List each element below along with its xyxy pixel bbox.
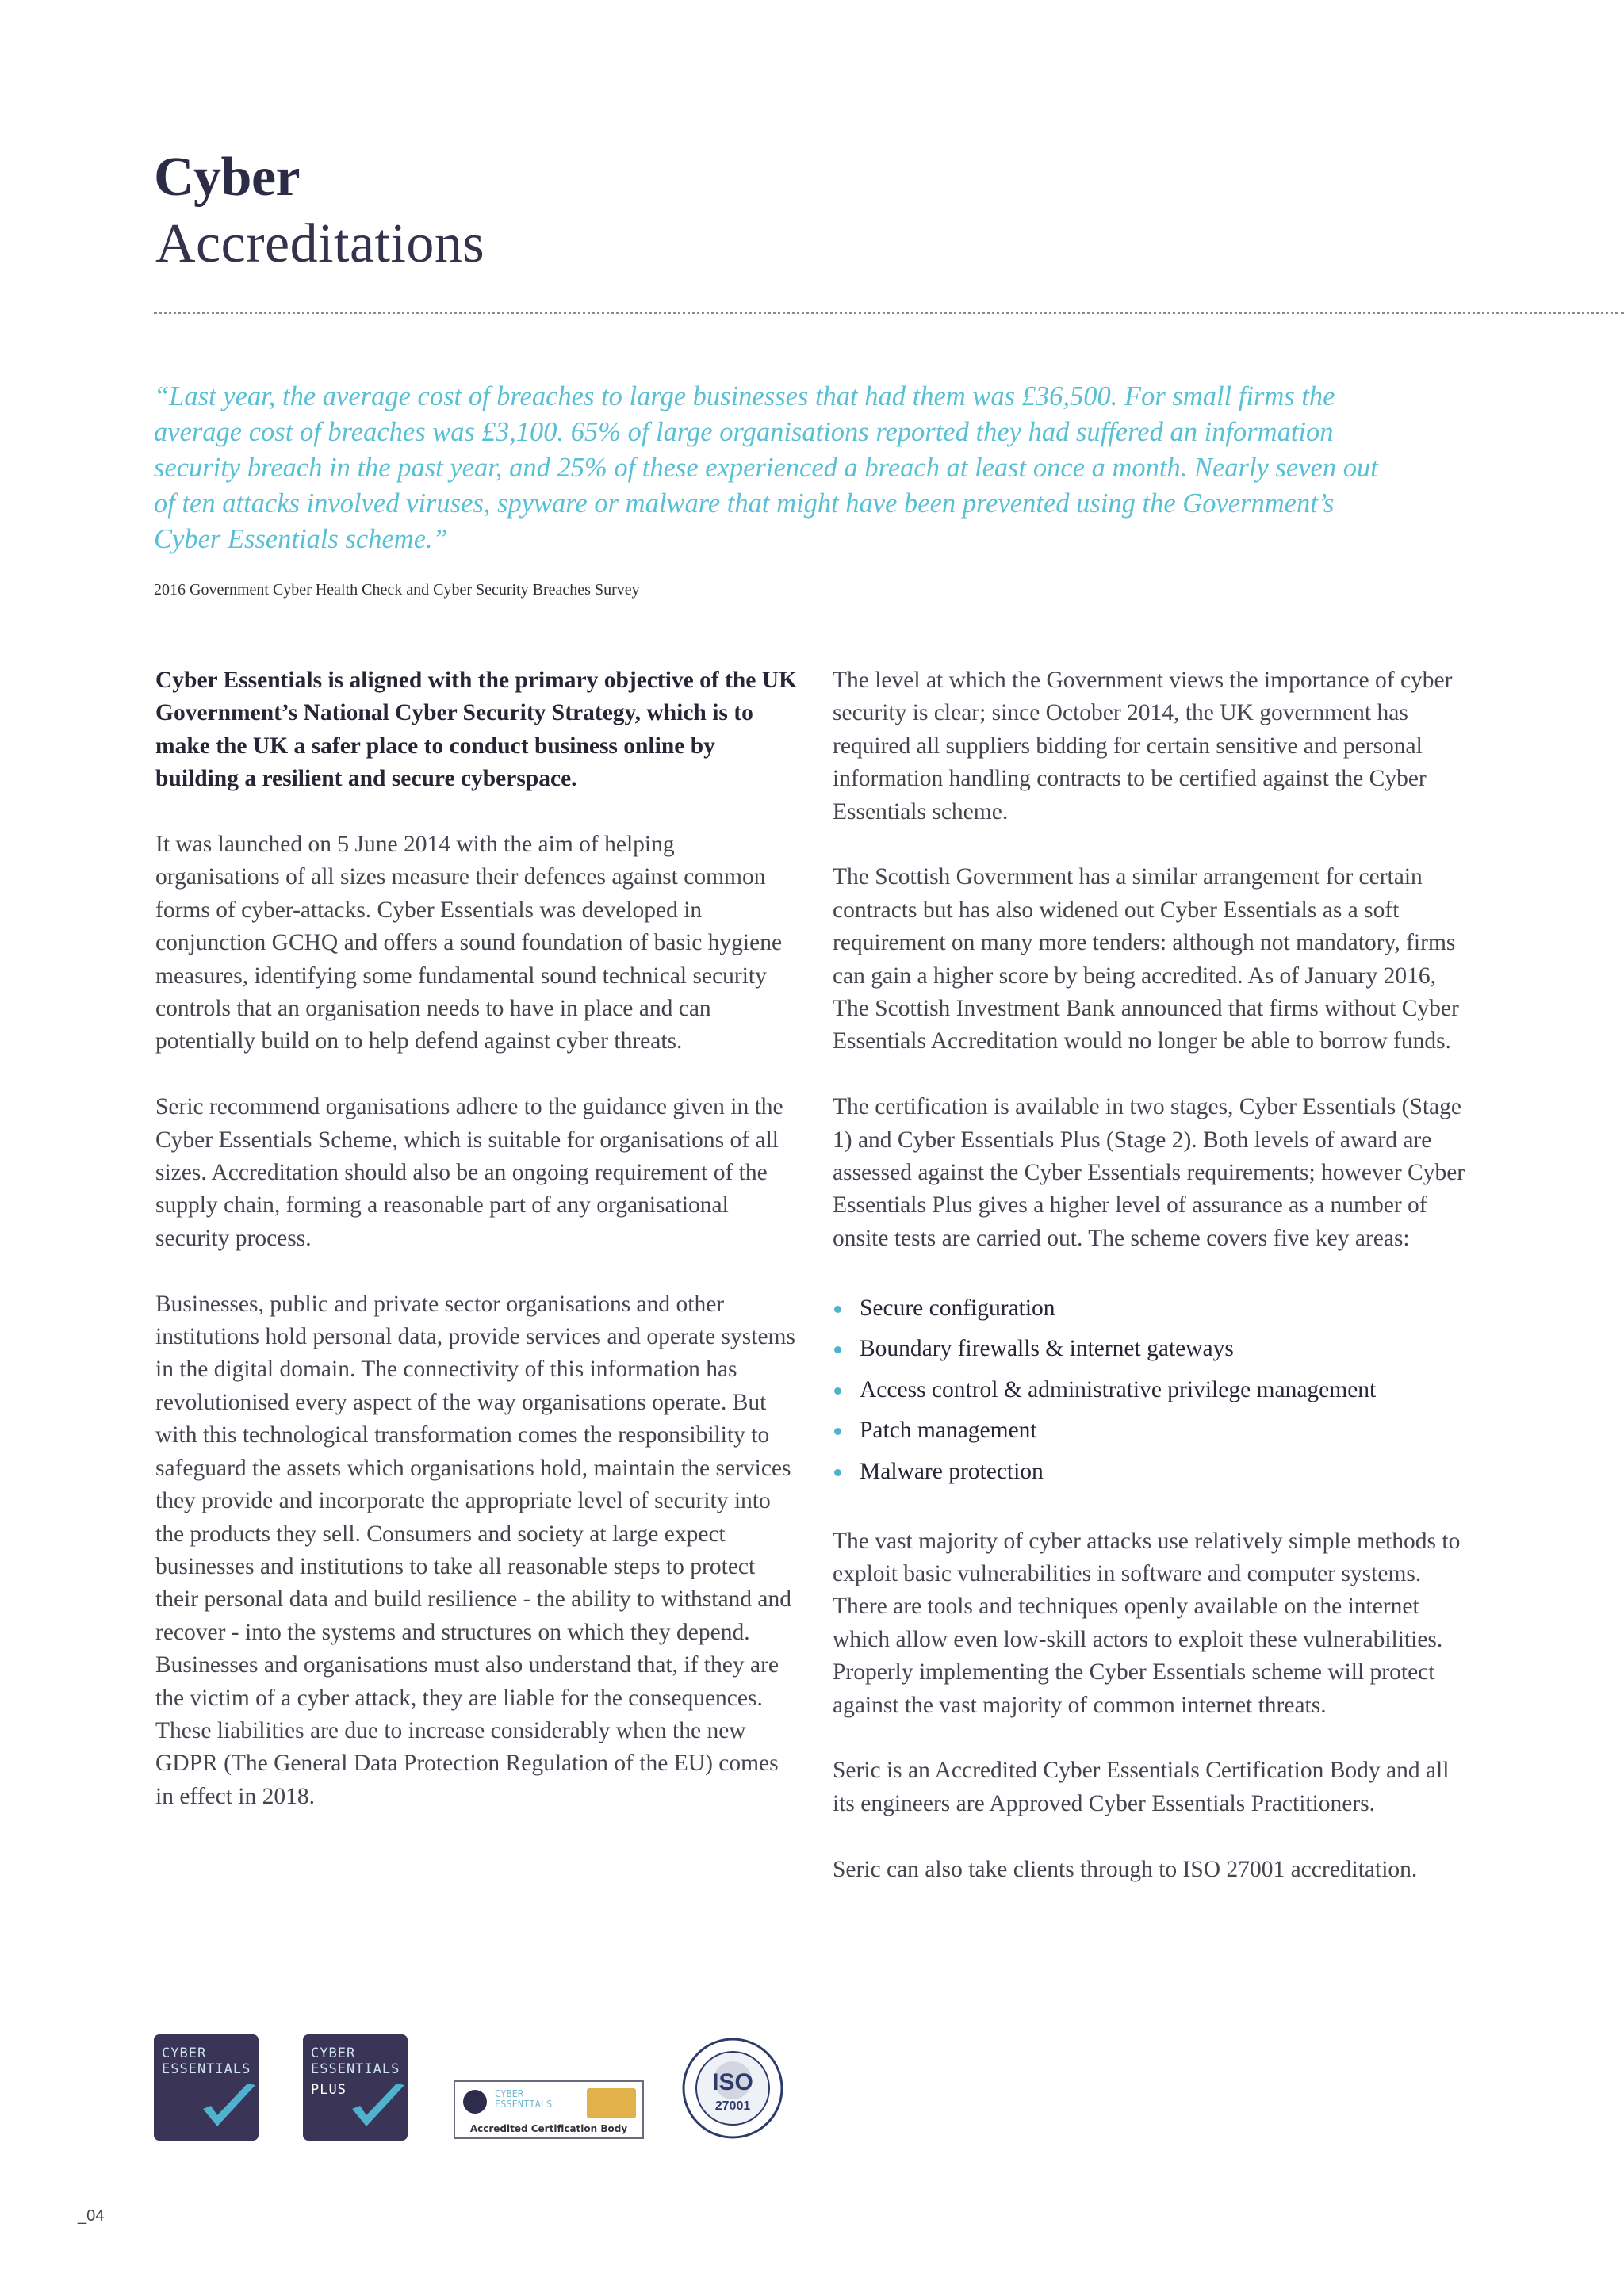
left-column: [155, 664, 798, 1846]
paragraph: Seric recommend organisations adhere to the guidance given in the Cyber Essentials Scheme, which is suitable for organisations of all sizes. Accreditation should also be an ongoing requirement of the supply chain, forming a reasonable part of any organisational security process.: [155, 1094, 783, 1251]
lead-paragraph: Cyber Essentials is aligned with the primary objective of the UK Government’s National Cyber Security Strategy, which is to make the UK a safer place to conduct business online by building a resilient and secure cyberspace.: [155, 668, 798, 792]
quote-source: 2016 Government Cyber Health Check and Cyber Security Breaches Survey: [154, 581, 640, 599]
checkmark-icon: [200, 2080, 257, 2136]
cyber-essentials-logo: CYBER ESSENTIALS: [154, 2034, 259, 2141]
list-item: Patch management: [833, 1410, 1475, 1452]
paragraph: Seric can also take clients through to ISO 27001 accreditation.: [833, 1856, 1418, 1882]
list-item: Access control & administrative privilege management: [833, 1370, 1475, 1411]
paragraph: It was launched on 5 June 2014 with the aim of helping organisations of all sizes measure their defences against common forms of cyber-attacks. Cyber Essentials was developed in conjunction GCHQ and offers a sound foundation of basic hygiene measures, identifying some fundamental sound technical security controls that an organisation needs to have in place and can potentially build on to help defend against cyber threats.: [155, 832, 783, 1054]
page-number: _04: [78, 2207, 105, 2225]
bullet-dot-icon: [834, 1346, 841, 1353]
page-title-bold: Cyber: [154, 147, 301, 208]
iso-27001-seal: ISO 27001: [680, 2036, 785, 2141]
certification-mark-icon: [587, 2088, 636, 2118]
accredited-certification-body-logo: CYBER ESSENTIALS Accredited Certification Body: [454, 2080, 644, 2139]
pull-quote: “Last year, the average cost of breaches to large businesses that had them was £36,500. For small firms the average cost of breaches was £3,100. 65% of large organisations reported they had suffered an information security breach in the past year, and 25% of these experienced a breach at least once a month. Nearly seven out of ten attacks involved viruses, spyware or malware that might have been prevented using the Government’s Cyber Essentials scheme.”: [154, 381, 1378, 554]
key-areas-list: [833, 1288, 1475, 1493]
bullet-dot-icon: [834, 1428, 841, 1435]
bullet-dot-icon: [834, 1469, 841, 1476]
list-item: Boundary firewalls & internet gateways: [833, 1329, 1475, 1370]
paragraph: The vast majority of cyber attacks use relatively simple methods to exploit basic vulnerabilities in software and computer systems. There are tools and techniques openly available on the internet which allow even low-skill actors to exploit these vulnerabilities. Properly implementing the Cyber Essentials scheme will protect against the vast majority of common internet threats.: [833, 1528, 1461, 1718]
bullet-dot-icon: [834, 1387, 841, 1395]
paragraph: Businesses, public and private sector organisations and other institutions hold personal data, provide services and operate systems in the digital domain. The connectivity of this information has revolutionised every aspect of the way organisations operate. But with this technological transformation comes the responsibility to safeguard the assets which organisations hold, maintain the services they provide and incorporate the appropriate level of security into the products they sell. Consumers and society at large expect businesses and institutions to take all reasonable steps to protect their personal data and build resilience - the ability to withstand and recover - into the systems and structures on which they depend. Businesses and organisations must also understand that, if they are the victim of a cyber attack, they are liable for the consequences. These liabilities are due to increase considerably when the new GDPR (The General Data Protection Regulation of the EU) comes in effect in 2018.: [155, 1291, 795, 1809]
checkmark-icon: [349, 2080, 406, 2136]
cyber-essentials-plus-logo: CYBER ESSENTIALS PLUS: [303, 2034, 408, 2141]
paragraph: The level at which the Government views the importance of cyber security is clear; since October 2014, the UK government has required all suppliers bidding for certain sensitive and personal information handling contracts to be certified against the Cyber Essentials scheme.: [833, 668, 1453, 825]
paragraph: The certification is available in two stages, Cyber Essentials (Stage 1) and Cyber Essentials Plus (Stage 2). Both levels of award are assessed against the Cyber Essentials requirements; however Cyber Essentials Plus gives a higher level of assurance as a number of onsite tests are carried out. The scheme covers five key areas:: [833, 1094, 1465, 1251]
page-title-light: Accreditations: [155, 213, 485, 274]
bullet-dot-icon: [834, 1306, 841, 1313]
paragraph: Seric is an Accredited Cyber Essentials Certification Body and all its engineers are Approved Cyber Essentials Practitioners.: [833, 1758, 1450, 1816]
paragraph: The Scottish Government has a similar arrangement for certain contracts but has also widened out Cyber Essentials as a soft requirement on many more tenders: although not mandatory, firms can gain a higher score by being accredited. As of January 2016, The Scottish Investment Bank announced that firms without Cyber Essentials Accreditation would no longer be able to borrow funds.: [833, 864, 1459, 1054]
right-column: [833, 664, 1475, 1919]
list-item: Malware protection: [833, 1452, 1475, 1493]
dotted-divider: [154, 312, 1624, 314]
badge-icon: [463, 2090, 487, 2114]
list-item: Secure configuration: [833, 1288, 1475, 1330]
